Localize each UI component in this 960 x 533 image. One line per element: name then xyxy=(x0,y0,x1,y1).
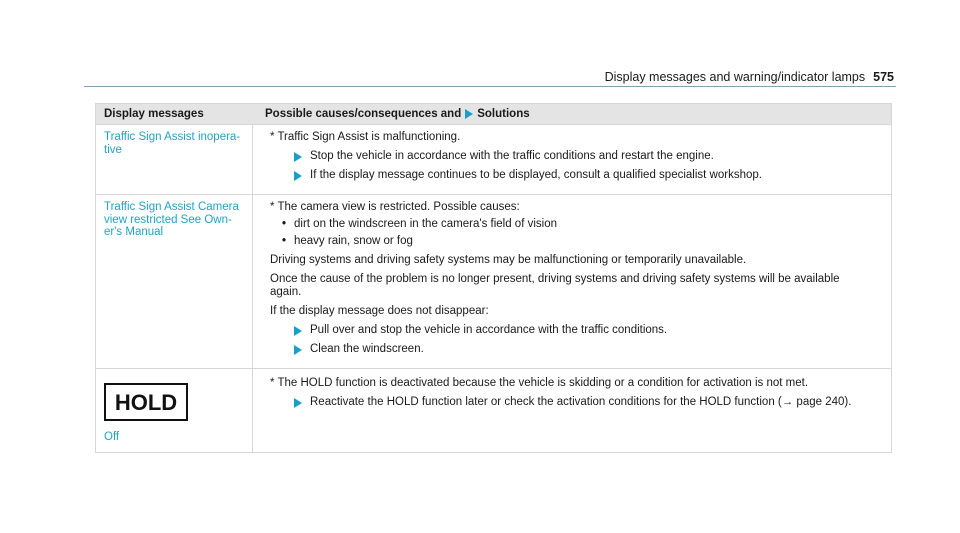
solution-cell xyxy=(253,369,891,452)
col-header-causes xyxy=(253,108,891,120)
page-header xyxy=(605,70,894,84)
table-header xyxy=(96,104,891,124)
arrow-right-icon xyxy=(294,152,302,162)
col-header-causes-label: Possible causes/consequences and xyxy=(265,108,462,120)
solution-cell xyxy=(253,125,891,194)
bullet-text: heavy rain, snow or fog xyxy=(294,235,413,247)
action-text: Clean the windscreen. xyxy=(310,343,424,355)
paragraph-text: If the display message does not disappear: xyxy=(270,305,489,317)
bullet-item xyxy=(282,218,881,231)
header-title: Display messages and warning/indicator lamps xyxy=(604,70,866,84)
message-text: Off xyxy=(104,431,120,443)
cause-text: * Traffic Sign Assist is malfunctioning. xyxy=(270,131,461,143)
action-item xyxy=(294,150,881,163)
message-cell xyxy=(96,125,253,194)
action-item xyxy=(294,169,881,182)
arrow-right-icon xyxy=(294,345,302,355)
bullet-icon: • xyxy=(282,235,287,247)
cause-text: * The camera view is restricted. Possible causes: xyxy=(270,201,520,213)
page-number: 575 xyxy=(873,70,894,84)
bullet-text: dirt on the windscreen in the camera's field of vision xyxy=(294,218,557,230)
bullet-item xyxy=(282,235,881,248)
arrow-right-icon xyxy=(294,398,302,408)
arrow-right-icon xyxy=(294,326,302,336)
display-messages-table xyxy=(95,103,892,453)
action-item xyxy=(294,343,881,356)
arrow-right-icon xyxy=(465,109,473,119)
action-text: Stop the vehicle in accordance with the traffic conditions and restart the engine. xyxy=(310,150,714,162)
action-text: Pull over and stop the vehicle in accordance with the traffic conditions. xyxy=(310,324,668,336)
message-text: Traffic Sign Assist Camera view restricted See Own- er's Manual xyxy=(104,201,239,238)
hold-icon-text: HOLD xyxy=(114,390,178,415)
col-header-solutions-label: Solutions xyxy=(477,108,530,120)
paragraph-text: Once the cause of the problem is no longer present, driving systems and driving safety systems will be available again. xyxy=(270,273,840,298)
action-item xyxy=(294,324,881,337)
hold-icon xyxy=(104,383,188,421)
message-cell xyxy=(96,195,253,368)
bullet-icon: • xyxy=(282,218,287,230)
arrow-right-icon xyxy=(294,171,302,181)
action-item xyxy=(294,396,881,409)
solution-cell xyxy=(253,195,891,368)
paragraph-text: Driving systems and driving safety systems may be malfunctioning or temporarily unavailable. xyxy=(270,254,747,266)
header-rule xyxy=(84,86,896,87)
table-row xyxy=(96,194,891,368)
message-cell xyxy=(96,369,253,452)
cause-text: * The HOLD function is deactivated because the vehicle is skidding or a condition for activation is not met. xyxy=(270,377,809,389)
message-text: Traffic Sign Assist inopera- tive xyxy=(104,131,241,156)
action-text: Reactivate the HOLD function later or check the activation conditions for the HOLD function (→ page 240). xyxy=(310,396,852,408)
col-header-messages: Display messages xyxy=(104,108,204,120)
table-row xyxy=(96,368,891,452)
table-row xyxy=(96,124,891,194)
action-text: If the display message continues to be displayed, consult a qualified specialist workshop. xyxy=(310,169,762,181)
